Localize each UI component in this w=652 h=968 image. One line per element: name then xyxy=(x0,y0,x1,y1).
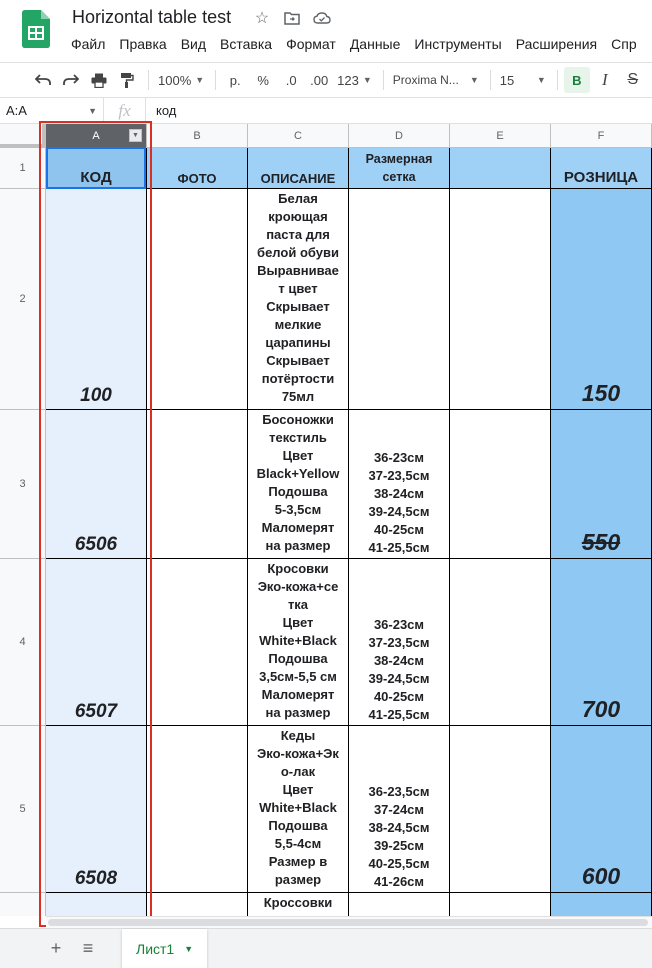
empty-cell[interactable] xyxy=(450,189,551,410)
row-header-5[interactable]: 5 xyxy=(0,726,46,893)
description-line: на размер xyxy=(265,705,331,720)
description-line: 3,5см-5,5 см xyxy=(259,669,337,684)
column-header-e[interactable]: E xyxy=(450,124,551,148)
code-cell[interactable]: 6508 xyxy=(46,726,147,893)
menu-view[interactable]: Вид xyxy=(180,36,207,52)
size-line: 36-23см xyxy=(373,450,425,465)
description-line: т цвет xyxy=(278,281,318,296)
header-cell-retail[interactable]: РОЗНИЦА xyxy=(551,148,652,189)
row-header-6[interactable] xyxy=(0,893,46,916)
size-line: 39-24,5см xyxy=(368,671,430,686)
percent-format-button[interactable]: % xyxy=(257,72,269,88)
row-header-4[interactable]: 4 xyxy=(0,559,46,726)
size-line: 41-25,5см xyxy=(368,707,430,722)
description-line: Эко-кожа+Эк xyxy=(257,746,339,761)
description-line: паста для xyxy=(266,227,330,242)
chevron-down-icon: ▼ xyxy=(536,75,546,85)
column-header-c[interactable]: C xyxy=(248,124,349,148)
redo-icon[interactable] xyxy=(58,67,84,93)
size-line: 40-25,5см xyxy=(368,856,430,871)
empty-cell[interactable] xyxy=(450,893,551,916)
print-icon[interactable] xyxy=(86,67,112,93)
size-line: 40-25см xyxy=(373,689,425,704)
cloud-status-icon[interactable] xyxy=(312,8,332,28)
menu-tools[interactable]: Инструменты xyxy=(414,36,502,52)
column-header-a[interactable] xyxy=(46,124,147,148)
menu-data[interactable]: Данные xyxy=(349,36,401,52)
description-line: кроющая xyxy=(268,209,328,224)
description-line: Скрывает xyxy=(266,353,330,368)
paint-format-icon[interactable] xyxy=(114,67,140,93)
code-cell[interactable]: 6506 xyxy=(46,410,147,559)
description-line: Выравнивае xyxy=(257,263,339,278)
name-box-value: A:A xyxy=(6,103,27,118)
select-all-corner[interactable] xyxy=(0,124,46,148)
app-header xyxy=(0,0,652,62)
menu-insert[interactable]: Вставка xyxy=(220,36,273,52)
font-size-label: 15 xyxy=(499,72,515,88)
description-line: текстиль xyxy=(269,430,327,445)
size-chart-cell[interactable] xyxy=(349,410,450,559)
description-line: потёртости xyxy=(261,371,335,386)
description-line: 5-3,5см xyxy=(274,502,322,517)
size-line: 39-24,5см xyxy=(368,504,430,519)
formula-bar xyxy=(0,98,652,124)
header-cell-e[interactable] xyxy=(450,148,551,189)
header-cell-code[interactable]: КОД xyxy=(46,148,147,189)
description-line: белой обуви xyxy=(257,245,339,260)
formula-input[interactable]: код xyxy=(156,103,177,118)
size-chart-cell[interactable] xyxy=(349,726,450,893)
size-line: 40-25см xyxy=(373,522,425,537)
empty-cell[interactable] xyxy=(450,559,551,726)
toolbar-divider xyxy=(557,70,558,90)
description-line: White+Black xyxy=(259,800,337,815)
toolbar-divider xyxy=(490,70,491,90)
description-line: Маломерят xyxy=(261,687,335,702)
description-line: Эко-кожа+се xyxy=(257,579,339,594)
photo-cell[interactable] xyxy=(147,410,248,559)
retail-price-cell[interactable]: 600 xyxy=(551,726,652,893)
size-line: 41-26см xyxy=(373,874,425,889)
sheet-tabs-bar xyxy=(0,928,652,968)
description-line: Маломерят xyxy=(261,520,335,535)
header-cell-description[interactable]: ОПИСАНИЕ xyxy=(248,148,349,189)
description-line: тка xyxy=(287,597,309,612)
description-cell[interactable]: Кроссовки xyxy=(248,893,349,916)
document-title[interactable]: Horizontal table test xyxy=(72,7,232,27)
retail-price-cell[interactable]: 700 xyxy=(551,559,652,726)
menu-edit[interactable]: Правка xyxy=(119,36,167,52)
description-line: Black+Yellow xyxy=(256,466,340,481)
description-line: Подошва xyxy=(268,484,328,499)
sheet-tab-list1[interactable] xyxy=(122,929,207,968)
column-letter: A xyxy=(92,129,100,142)
description-line: Цвет xyxy=(282,615,314,630)
chevron-down-icon: ▼ xyxy=(88,105,97,116)
photo-cell[interactable] xyxy=(147,189,248,410)
chevron-down-icon[interactable]: ▼ xyxy=(184,943,194,954)
scrollbar-thumb[interactable] xyxy=(48,919,648,926)
description-line: мелкие xyxy=(274,317,322,332)
empty-cell[interactable] xyxy=(450,410,551,559)
retail-price-cell[interactable] xyxy=(551,893,652,916)
zoom-select[interactable] xyxy=(155,67,207,93)
row-header-3[interactable]: 3 xyxy=(0,410,46,559)
font-family-select[interactable] xyxy=(390,67,482,93)
column-header-b[interactable]: B xyxy=(147,124,248,148)
star-icon[interactable]: ☆ xyxy=(254,10,270,27)
currency-format-button[interactable]: р. xyxy=(229,72,241,88)
size-line: 37-23,5см xyxy=(368,635,430,650)
size-line: 41-25,5см xyxy=(368,540,430,555)
sheet-tab-label: Лист1 xyxy=(136,940,175,957)
description-line: 5,5-4см xyxy=(274,836,322,851)
description-line: о-лак xyxy=(280,764,316,779)
retail-price-cell[interactable]: 550 xyxy=(551,410,652,559)
toolbar xyxy=(0,62,652,98)
all-sheets-menu-icon[interactable]: ≡ xyxy=(82,938,94,958)
add-sheet-icon[interactable]: + xyxy=(50,938,62,958)
description-line: Размер в xyxy=(268,854,328,869)
number-format-select[interactable] xyxy=(334,67,375,93)
row-header-2[interactable]: 2 xyxy=(0,189,46,410)
fx-icon: fx xyxy=(104,98,146,124)
size-chart-cell[interactable] xyxy=(349,189,450,410)
size-line: 38-24см xyxy=(373,486,425,501)
chevron-down-icon: ▼ xyxy=(362,75,372,85)
photo-cell[interactable] xyxy=(147,726,248,893)
size-line: 38-24см xyxy=(373,653,425,668)
font-family-label: Proxima N... xyxy=(392,73,459,87)
code-cell[interactable]: 6507 xyxy=(46,559,147,726)
size-line: 38-24,5см xyxy=(368,820,430,835)
description-line: Кеды xyxy=(280,728,316,743)
size-line: 37-23,5см xyxy=(368,468,430,483)
increase-decimal-button[interactable]: .00 xyxy=(310,72,329,88)
sheet-grid xyxy=(0,124,652,916)
horizontal-scrollbar[interactable] xyxy=(46,916,652,928)
description-cell[interactable] xyxy=(248,559,349,726)
undo-icon[interactable] xyxy=(30,67,56,93)
description-line: Цвет xyxy=(282,782,314,797)
description-line: Подошва xyxy=(268,651,328,666)
description-cell[interactable] xyxy=(248,410,349,559)
row-header-1[interactable]: 1 xyxy=(0,148,46,189)
column-header-f[interactable]: F xyxy=(551,124,652,148)
menu-format[interactable]: Формат xyxy=(286,36,336,52)
description-line: Скрывает xyxy=(266,299,330,314)
size-line: 36-23,5см xyxy=(368,784,430,799)
menu-file[interactable]: Файл xyxy=(71,36,106,52)
code-cell[interactable] xyxy=(46,893,147,916)
code-cell[interactable]: 100 xyxy=(46,189,147,410)
description-line: царапины xyxy=(265,335,331,350)
description-line: Подошва xyxy=(268,818,328,833)
decrease-decimal-button[interactable]: .0 xyxy=(285,72,297,88)
retail-price-cell[interactable]: 150 xyxy=(551,189,652,410)
strikethrough-button[interactable]: S xyxy=(627,71,639,88)
number-format-label: 123 xyxy=(337,72,359,88)
column-menu-icon[interactable]: ▼ xyxy=(129,129,142,142)
empty-cell[interactable] xyxy=(450,726,551,893)
sheets-logo-icon[interactable] xyxy=(22,10,50,48)
zoom-value: 100% xyxy=(158,72,192,88)
move-folder-icon[interactable] xyxy=(282,8,302,28)
size-line: 39-25см xyxy=(373,838,425,853)
name-box[interactable] xyxy=(0,98,104,124)
description-line: Кросовки xyxy=(267,561,329,576)
column-header-d[interactable]: D xyxy=(349,124,450,148)
size-chart-cell[interactable] xyxy=(349,559,450,726)
photo-cell[interactable] xyxy=(147,559,248,726)
size-chart-cell[interactable] xyxy=(349,893,450,916)
description-line: Цвет xyxy=(282,448,314,463)
photo-cell[interactable] xyxy=(147,893,248,916)
description-line: размер xyxy=(274,872,322,887)
menu-extensions[interactable]: Расширения xyxy=(515,36,598,52)
menu-help[interactable]: Спр xyxy=(611,36,637,52)
description-line: 75мл xyxy=(281,389,315,404)
header-cell-size-chart[interactable]: Размерная сетка xyxy=(349,148,450,189)
font-size-select[interactable] xyxy=(497,67,549,93)
italic-button[interactable]: I xyxy=(601,70,608,89)
description-line: на размер xyxy=(265,538,331,553)
size-line: 37-24см xyxy=(373,802,425,817)
description-line: Белая xyxy=(278,191,318,206)
description-cell[interactable] xyxy=(248,726,349,893)
header-cell-photo[interactable]: ФОТО xyxy=(147,148,248,189)
toolbar-divider xyxy=(383,70,384,90)
chevron-down-icon: ▼ xyxy=(469,75,479,85)
description-cell[interactable] xyxy=(248,189,349,410)
size-line: 36-23см xyxy=(373,617,425,632)
description-line: White+Black xyxy=(259,633,337,648)
toolbar-divider xyxy=(215,70,216,90)
menu-bar xyxy=(64,34,644,54)
bold-button[interactable]: B xyxy=(564,67,590,93)
chevron-down-icon: ▼ xyxy=(195,75,205,85)
toolbar-divider xyxy=(148,70,149,90)
description-line: Босоножки xyxy=(262,412,334,427)
